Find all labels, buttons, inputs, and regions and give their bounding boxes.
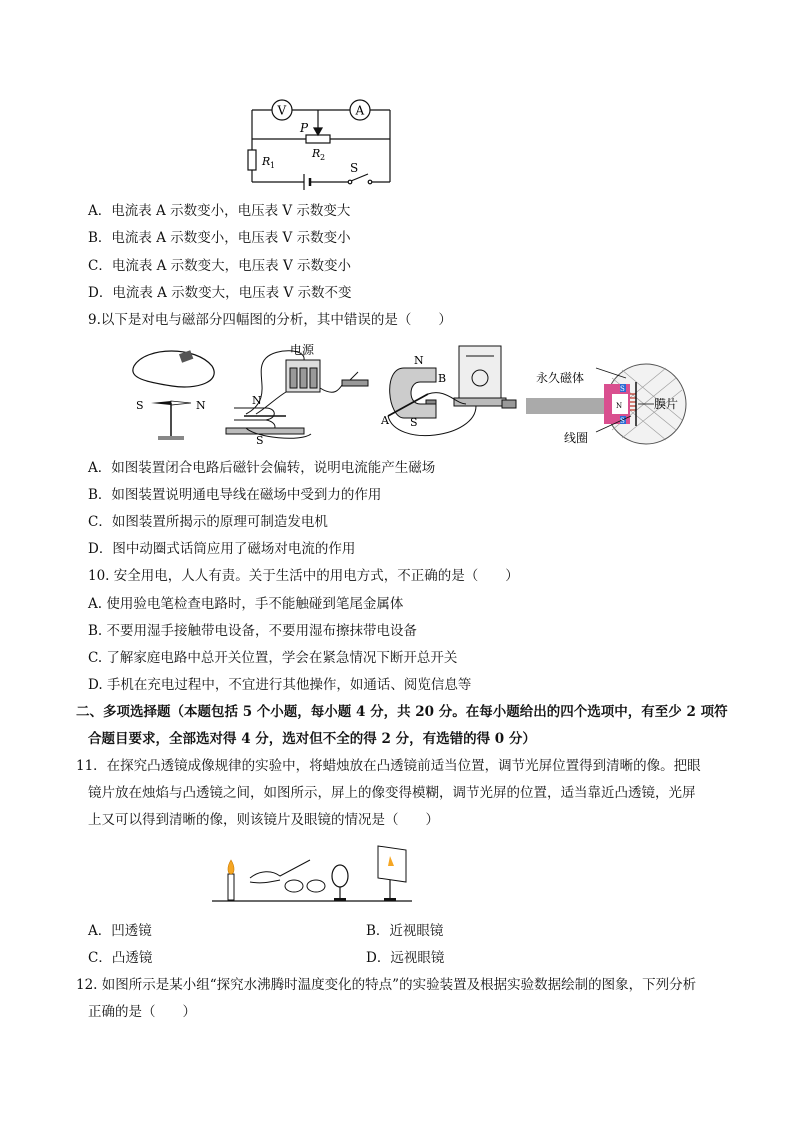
fig1-s-label: S bbox=[136, 399, 144, 412]
q9-stem: 9.以下是对电与磁部分四幅图的分析，其中错误的是（ ） bbox=[88, 312, 452, 328]
fig4-s-bottom-label: S bbox=[620, 417, 625, 425]
oersted-figure bbox=[133, 350, 214, 440]
voltmeter-label: V bbox=[277, 103, 287, 118]
q8-option-b: B．电流表 A 示数变小，电压表 V 示数变小 bbox=[88, 230, 351, 246]
lens-experiment-figure bbox=[210, 840, 415, 904]
q9-option-a: A．如图装置闭合电路后磁针会偏转，说明电流能产生磁场 bbox=[88, 460, 436, 476]
q11-option-a: A．凹透镜 bbox=[88, 923, 152, 939]
induction-figure bbox=[388, 346, 516, 436]
q10-option-d: D. 手机在充电过程中，不宜进行其他操作，如通话、阅览信息等 bbox=[88, 677, 472, 693]
q8-option-a: A．电流表 A 示数变小，电压表 V 示数变大 bbox=[88, 203, 351, 219]
r2-subscript: 2 bbox=[320, 153, 326, 162]
q11-stem-line3: 上又可以得到清晰的像，则该镜片及眼镜的情况是（ ） bbox=[88, 812, 439, 828]
q11-stem-line1: 11．在探究凸透镜成像规律的实验中，将蜡烛放在凸透镜前适当位置，调节光屏位置得到清晰的像。把眼 bbox=[76, 758, 701, 774]
q9-option-b: B．如图装置说明通电导线在磁场中受到力的作用 bbox=[88, 487, 382, 503]
fig2-s-label: S bbox=[256, 434, 264, 447]
motor-figure bbox=[226, 351, 368, 439]
fig4-film-label: 膜片 bbox=[654, 397, 679, 411]
electromagnetism-figures bbox=[126, 338, 688, 448]
section2-heading-line2: 合题目要求，全部选对得 4 分，选对但不全的得 2 分，有选错的得 0 分） bbox=[88, 731, 536, 747]
q11-option-c: C．凸透镜 bbox=[88, 950, 153, 966]
fig4-coil-label: 线圈 bbox=[564, 431, 589, 445]
switch-label: S bbox=[350, 161, 359, 175]
fig3-b-label: B bbox=[438, 372, 447, 385]
r1-subscript: 1 bbox=[270, 161, 276, 170]
fig3-a-label: A bbox=[381, 414, 389, 427]
fig1-n-label: N bbox=[196, 399, 206, 412]
fig2-power-label: 电源 bbox=[290, 343, 315, 357]
q12-stem-line1: 12. 如图所示是某小组“探究水沸腾时温度变化的特点”的实验装置及根据实验数据绘制的图象，下列分析 bbox=[76, 977, 697, 993]
q11-stem-line2: 镜片放在烛焰与凸透镜之间，如图所示，屏上的像变得模糊，调节光屏的位置，适当靠近凸透镜，光屏 bbox=[88, 785, 696, 801]
q10-option-a: A. 使用验电笔检查电路时，手不能触碰到笔尾金属体 bbox=[88, 596, 404, 612]
fig4-n-label: N bbox=[616, 402, 623, 410]
fig2-n-label: N bbox=[252, 394, 262, 407]
q10-stem: 10. 安全用电，人人有责。关于生活中的用电方式，不正确的是（ ） bbox=[88, 568, 519, 584]
ammeter-label: A bbox=[355, 103, 365, 118]
fig3-s-label: S bbox=[410, 416, 418, 429]
circuit-diagram bbox=[240, 94, 400, 194]
fig4-magnet-label: 永久磁体 bbox=[536, 371, 585, 385]
q11-option-b: B．近视眼镜 bbox=[366, 923, 444, 939]
q9-option-d: D．图中动圈式话筒应用了磁场对电流的作用 bbox=[88, 541, 356, 557]
q11-option-d: D．远视眼镜 bbox=[366, 950, 445, 966]
q8-option-c: C．电流表 A 示数变大，电压表 V 示数变小 bbox=[88, 258, 351, 274]
fig4-s-top-label: S bbox=[620, 385, 625, 393]
fig3-n-label: N bbox=[414, 354, 424, 367]
r2-label: R bbox=[312, 147, 321, 160]
q10-option-b: B. 不要用湿手接触带电设备，不要用湿布擦抹带电设备 bbox=[88, 623, 418, 639]
slider-label: P bbox=[300, 121, 309, 135]
q10-option-c: C. 了解家庭电路中总开关位置，学会在紧急情况下断开总开关 bbox=[88, 650, 458, 666]
q9-option-c: C．如图装置所揭示的原理可制造发电机 bbox=[88, 514, 328, 530]
r1-label: R bbox=[262, 155, 271, 168]
section2-heading-line1: 二、多项选择题（本题包括 5 个小题，每小题 4 分，共 20 分。在每小题给出的四个选项中，有至少 2 项符 bbox=[76, 704, 728, 720]
q12-stem-line2: 正确的是（ ） bbox=[88, 1004, 196, 1020]
q8-option-d: D．电流表 A 示数变大，电压表 V 示数不变 bbox=[88, 285, 352, 301]
